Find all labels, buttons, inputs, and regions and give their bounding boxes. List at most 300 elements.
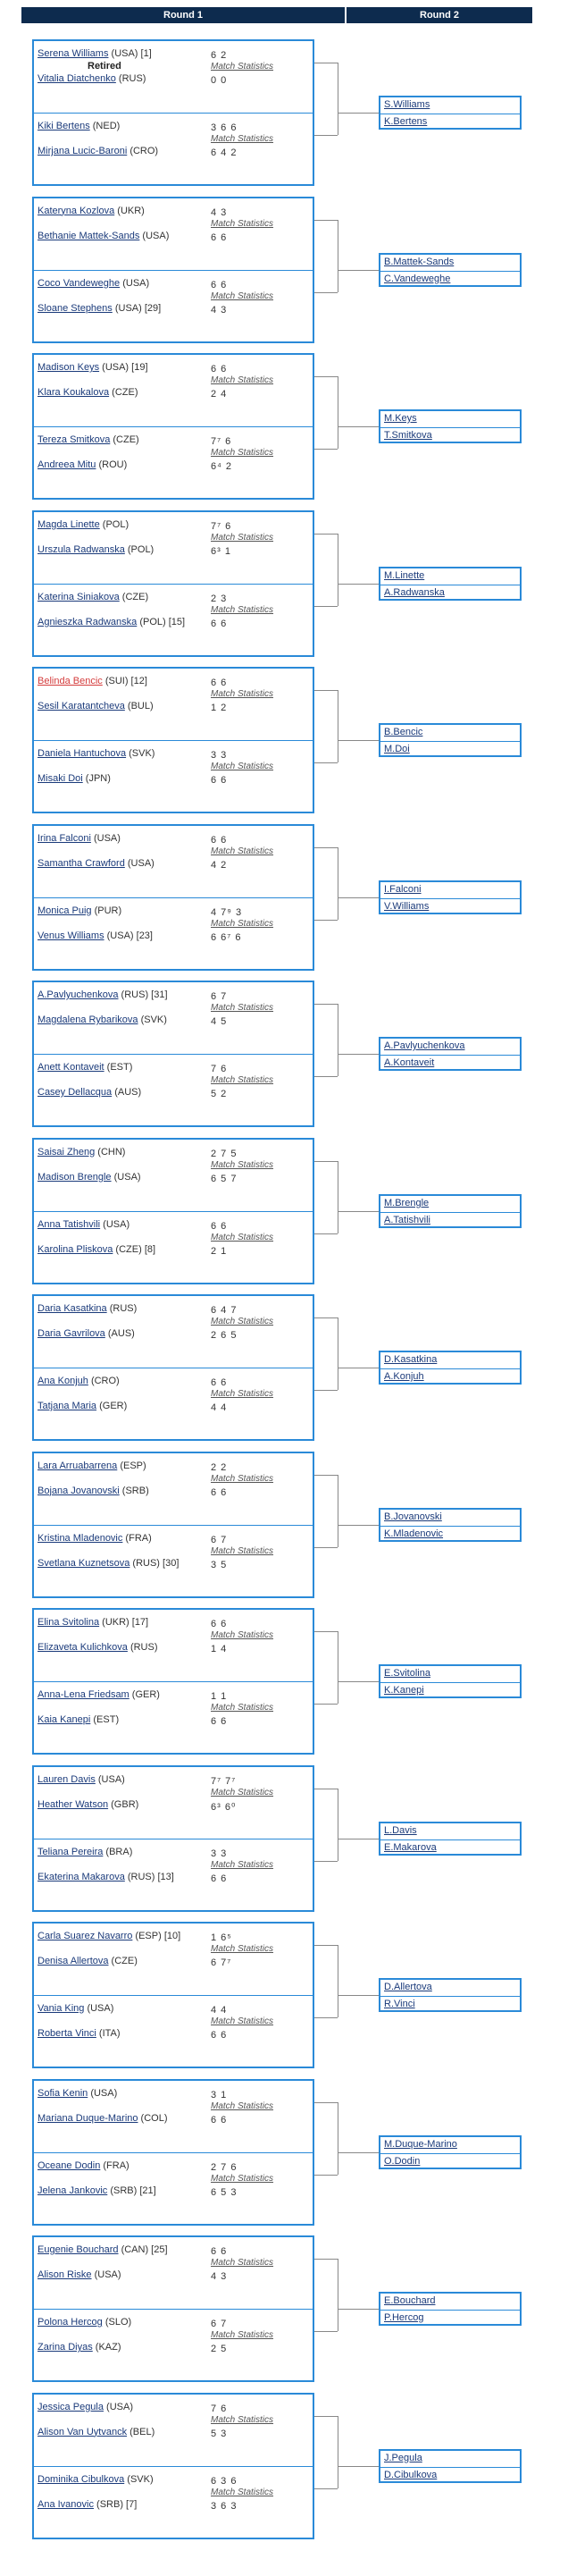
match-statistics-link[interactable]: Match Statistics	[211, 2258, 274, 2268]
match-card	[34, 1368, 313, 1440]
player-name-link[interactable]: Elizaveta Kulichkova	[38, 1642, 128, 1653]
round2-divider	[380, 2467, 520, 2468]
score-line: 4 4	[211, 1402, 228, 1413]
connector-line	[314, 1076, 338, 1077]
match-statistics-link[interactable]: Match Statistics	[211, 1859, 274, 1870]
round2-player-link[interactable]: L.Davis	[384, 1824, 417, 1836]
player-name-link[interactable]: Polona Hercog	[38, 2317, 103, 2328]
player-name-link[interactable]: Roberta Vinci	[38, 2028, 96, 2039]
player-name-link[interactable]: Denisa Allertova	[38, 1956, 109, 1966]
player-country-seed: (USA)	[95, 1773, 125, 1785]
score-line: 7⁷ 6	[211, 520, 232, 532]
match-statistics-link[interactable]: Match Statistics	[211, 1317, 274, 1326]
player-name-link[interactable]: Misaki Doi	[38, 773, 83, 784]
round2-player-link[interactable]: E.Svitolina	[384, 1668, 430, 1679]
round2-player-link[interactable]: J.Pegula	[384, 2452, 422, 2463]
player-name-link[interactable]: Agnieszka Radwanska	[38, 616, 138, 627]
connector-line	[314, 1704, 338, 1705]
score-line: 6 4 2	[211, 147, 238, 158]
player-name-link[interactable]: Bethanie Mattek-Sands	[38, 230, 140, 241]
player-country-seed: (BRA)	[103, 1846, 133, 1857]
round2-player-link[interactable]: E.Makarova	[384, 1841, 437, 1853]
round1-header: Round 1	[21, 7, 345, 23]
player-entry	[38, 1244, 155, 1255]
match-card	[34, 1055, 313, 1126]
player-entry	[38, 2499, 137, 2510]
round2-divider	[380, 1368, 520, 1369]
round2-player-link[interactable]: A.Pavlyuchenkova	[384, 1040, 465, 1051]
match-statistics-link[interactable]: Match Statistics	[211, 1389, 274, 1399]
player-name-link[interactable]: Kristina Mladenovic	[38, 1532, 123, 1544]
round2-player-link[interactable]: K.Mladenovic	[384, 1528, 444, 1539]
player-entry	[38, 989, 168, 1000]
match-statistics-link[interactable]: Match Statistics	[211, 762, 274, 771]
match-statistics-link[interactable]: Match Statistics	[211, 1003, 274, 1013]
player-country-seed: (EST)	[90, 1714, 120, 1725]
score-line: 2 4	[211, 389, 228, 400]
match-card	[34, 198, 313, 270]
player-name-link[interactable]: Jelena Jankovic	[38, 2185, 108, 2196]
player-country-seed: (PUR)	[91, 905, 122, 916]
player-name-link[interactable]: Bojana Jovanovski	[38, 1485, 120, 1496]
score-line: 6 2	[211, 50, 228, 61]
round2-player-link[interactable]: V.Williams	[384, 900, 430, 912]
round2-divider	[380, 1682, 520, 1683]
player-country-seed: (AUS)	[112, 1087, 142, 1098]
round2-player-link[interactable]: A.Kontaveit	[384, 1057, 435, 1068]
round2-player-link[interactable]: D.Allertova	[384, 1982, 432, 1992]
player-name-link[interactable]: Mariana Duque-Marino	[38, 2112, 138, 2124]
player-country-seed: (GBR)	[108, 1798, 139, 1810]
player-entry	[38, 434, 139, 445]
round2-player-link[interactable]: I.Falconi	[384, 883, 422, 895]
connector-line	[314, 1233, 338, 1234]
match-card	[34, 512, 313, 584]
player-name-link[interactable]: Daria Gavrilova	[38, 1328, 105, 1339]
match-statistics-link[interactable]: Match Statistics	[211, 2016, 274, 2026]
score-line: 1 2	[211, 703, 228, 713]
match-statistics-link[interactable]: Match Statistics	[211, 1630, 274, 1640]
round2-pair	[379, 96, 522, 130]
connector-line	[338, 2466, 379, 2467]
player-country-seed: (BUL)	[124, 701, 154, 711]
match-group	[32, 2235, 314, 2382]
score-line: 6 6	[211, 1486, 228, 1498]
score-line: 3 6 3	[211, 2500, 238, 2512]
match-card	[34, 1453, 313, 1525]
player-entry	[38, 748, 155, 759]
player-name-link[interactable]: Vitalia Diatchenko	[38, 73, 116, 84]
player-country-seed: (CAN) [25]	[118, 2244, 168, 2255]
player-name-link[interactable]: Tatjana Maria	[38, 1401, 97, 1411]
connector-line	[338, 740, 379, 741]
round2-divider	[380, 271, 520, 272]
round2-player-link[interactable]: M.Duque-Marino	[384, 2138, 457, 2150]
player-name-link[interactable]: Kiki Bertens	[38, 121, 90, 131]
connector-line	[314, 847, 338, 848]
connector-line	[338, 426, 379, 427]
match-statistics-link[interactable]: Match Statistics	[211, 1232, 274, 1242]
player-entry	[38, 2028, 121, 2039]
match-card	[34, 1682, 313, 1754]
match-statistics-link[interactable]: Match Statistics	[211, 2330, 274, 2340]
player-name-link[interactable]: Eugenie Bouchard	[38, 2244, 119, 2255]
score-line: 6 3 6	[211, 2475, 238, 2487]
player-entry	[38, 1714, 119, 1725]
player-name-link[interactable]: Sesil Karatantcheva	[38, 701, 125, 711]
player-name-link[interactable]: Belinda Bencic	[38, 676, 103, 686]
player-entry	[38, 617, 185, 627]
round2-pair	[379, 1978, 522, 2012]
score-line: 6⁴ 2	[211, 461, 233, 472]
match-statistics-link[interactable]: Match Statistics	[211, 604, 274, 615]
player-country-seed: (CZE)	[109, 387, 138, 398]
match-statistics-link[interactable]: Match Statistics	[211, 290, 274, 301]
match-card	[34, 1996, 313, 2067]
player-name-link[interactable]: Ekaterina Makarova	[38, 1871, 125, 1882]
player-country-seed: (RUS)	[106, 1303, 138, 1314]
round2-player-link[interactable]: C.Vandeweghe	[384, 273, 451, 284]
player-country-seed: (CHN)	[95, 1146, 126, 1158]
player-entry	[38, 1642, 158, 1653]
player-name-link[interactable]: Madison Keys	[38, 362, 100, 373]
player-entry	[38, 2317, 131, 2328]
score-line: 2 1	[211, 1245, 228, 1257]
match-statistics-link[interactable]: Match Statistics	[211, 1473, 274, 1484]
player-name-link[interactable]: Carla Suarez Navarro	[38, 1931, 133, 1941]
match-card	[34, 1610, 313, 1681]
match-statistics-link[interactable]: Match Statistics	[211, 1944, 274, 1954]
round2-player-link[interactable]: A.Radwanska	[384, 586, 445, 598]
score-line: 3 3	[211, 750, 228, 761]
player-entry	[38, 2269, 121, 2280]
match-statistics-link[interactable]: Match Statistics	[211, 918, 274, 929]
match-group	[32, 2079, 314, 2226]
player-country-seed: (SUI) [12]	[102, 676, 147, 686]
player-country-seed: (GER)	[129, 1689, 160, 1700]
player-name-link[interactable]: Vania King	[38, 2003, 85, 2014]
connector-line	[314, 690, 338, 691]
match-statistics-link[interactable]: Match Statistics	[211, 1545, 274, 1556]
match-statistics-link[interactable]: Match Statistics	[211, 2100, 274, 2111]
player-name-link[interactable]: Kaia Kanepi	[38, 1714, 91, 1725]
player-name-link[interactable]: Alison Van Uytvanck	[38, 2426, 128, 2437]
match-group	[32, 824, 314, 971]
score-line: 4 3	[211, 2271, 228, 2282]
round2-header: Round 2	[347, 7, 532, 23]
score-line: 2 5	[211, 2344, 228, 2354]
connector-line	[314, 1317, 338, 1318]
round2-player-link[interactable]: K.Kanepi	[384, 1685, 424, 1696]
player-name-link[interactable]: Jessica Pegula	[38, 2401, 104, 2412]
player-entry	[38, 146, 158, 156]
match-card	[34, 1924, 313, 1995]
player-name-link[interactable]: Anna-Lena Friedsam	[38, 1689, 129, 1700]
match-card	[34, 355, 313, 426]
player-name-link[interactable]: Ana Ivanovic	[38, 2498, 94, 2510]
player-name-link[interactable]: Coco Vandeweghe	[38, 277, 121, 289]
round2-pair	[379, 2449, 522, 2483]
player-name-link[interactable]: Daria Kasatkina	[38, 1303, 107, 1314]
player-entry	[38, 833, 121, 844]
match-card	[34, 2153, 313, 2225]
player-name-link[interactable]: Lara Arruabarrena	[38, 1460, 118, 1471]
player-name-link[interactable]: Monica Puig	[38, 905, 92, 916]
match-statistics-link[interactable]: Match Statistics	[211, 218, 274, 229]
player-country-seed: (USA) [19]	[99, 362, 148, 373]
player-country-seed: (JPN)	[82, 773, 111, 784]
player-name-link[interactable]: Magda Linette	[38, 518, 100, 530]
round2-player-link[interactable]: D.Cibulkova	[384, 2469, 438, 2480]
player-entry	[38, 2185, 156, 2196]
score-line: 6 6	[211, 232, 228, 243]
match-card	[34, 1296, 313, 1368]
player-entry	[38, 519, 129, 530]
score-line: 1 1	[211, 1691, 228, 1702]
match-card	[34, 1212, 313, 1284]
player-name-link[interactable]: Katerina Siniakova	[38, 591, 120, 602]
player-name-link[interactable]: Andreea Mitu	[38, 459, 96, 470]
player-name-link[interactable]: Venus Williams	[38, 930, 104, 941]
connector-line	[314, 2488, 338, 2489]
player-entry	[38, 1219, 129, 1230]
player-country-seed: (USA)	[84, 2003, 114, 2014]
player-country-seed: (USA)	[100, 1218, 130, 1230]
round2-player-link[interactable]: M.Doi	[384, 744, 410, 754]
round2-pair	[379, 1037, 522, 1071]
player-name-link[interactable]: Karolina Pliskova	[38, 1243, 113, 1255]
player-country-seed: (CZE)	[108, 1956, 138, 1966]
player-country-seed: (USA)	[120, 277, 150, 289]
player-entry	[38, 701, 154, 711]
player-name-link[interactable]: Elina Svitolina	[38, 1617, 100, 1628]
round2-player-link[interactable]: R.Vinci	[384, 1999, 415, 2009]
round2-pair	[379, 1822, 522, 1856]
score-line: 6 6	[211, 775, 228, 786]
match-group	[32, 39, 314, 186]
player-country-seed: (FRA)	[122, 1532, 152, 1544]
match-card	[34, 41, 313, 113]
match-card	[34, 1140, 313, 1211]
connector-line	[338, 1681, 379, 1682]
player-country-seed: (BEL)	[127, 2426, 155, 2437]
score-line: 6 4 7	[211, 1305, 238, 1316]
round2-player-link[interactable]: A.Tatishvili	[384, 1214, 430, 1225]
score-line: 6 6	[211, 2246, 228, 2257]
round2-player-link[interactable]: B.Jovanovski	[384, 1511, 442, 1522]
match-statistics-link[interactable]: Match Statistics	[211, 2173, 274, 2184]
round2-pair	[379, 409, 522, 443]
player-name-link[interactable]: Svetlana Kuznetsova	[38, 1557, 130, 1569]
round2-player-link[interactable]: M.Brengle	[384, 1197, 430, 1208]
player-entry	[38, 1014, 167, 1025]
player-name-link[interactable]: Heather Watson	[38, 1798, 109, 1810]
match-statistics-link[interactable]: Match Statistics	[211, 2487, 274, 2497]
match-group	[32, 1765, 314, 1912]
round2-player-link[interactable]: E.Bouchard	[384, 2295, 436, 2306]
connector-line	[338, 1211, 379, 1212]
score-line: 6 7	[211, 2319, 228, 2329]
match-statistics-link[interactable]: Match Statistics	[211, 689, 274, 699]
connector-line	[314, 2259, 338, 2260]
connector-line	[314, 1945, 338, 1946]
match-card	[34, 741, 313, 812]
match-statistics-link[interactable]: Match Statistics	[211, 532, 274, 543]
match-statistics-link[interactable]: Match Statistics	[211, 1787, 274, 1797]
match-statistics-link[interactable]: Match Statistics	[211, 1703, 274, 1713]
score-line: 3 6 6	[211, 122, 238, 133]
player-country-seed: (RUS)	[127, 1642, 158, 1653]
player-entry	[38, 73, 146, 84]
connector-line	[338, 2152, 379, 2153]
match-group	[32, 1294, 314, 1441]
score-line: 6³ 6⁰	[211, 1801, 237, 1813]
player-name-link[interactable]: Madison Brengle	[38, 1171, 112, 1183]
round2-player-link[interactable]: A.Konjuh	[384, 1371, 424, 1382]
player-name-link[interactable]: Tereza Smitkova	[38, 434, 111, 445]
match-card	[34, 585, 313, 656]
player-name-link[interactable]: Magdalena Rybarikova	[38, 1014, 138, 1025]
connector-line	[338, 1525, 379, 1526]
player-name-link[interactable]: A.Pavlyuchenkova	[38, 989, 119, 1000]
match-statistics-link[interactable]: Match Statistics	[211, 62, 274, 72]
player-name-link[interactable]: Sloane Stephens	[38, 302, 113, 314]
score-line: 4 4	[211, 2005, 228, 2016]
match-statistics-link[interactable]: Match Statistics	[211, 2414, 274, 2425]
connector-line	[314, 2017, 338, 2018]
player-name-link[interactable]: Saisai Zheng	[38, 1146, 96, 1158]
connector-line	[314, 762, 338, 763]
score-line: 6 6	[211, 364, 228, 375]
match-card	[34, 271, 313, 342]
player-name-link[interactable]: Kateryna Kozlova	[38, 205, 115, 216]
player-entry	[38, 48, 152, 59]
player-entry	[38, 2342, 121, 2353]
connector-line	[338, 584, 379, 585]
connector-line	[314, 534, 338, 535]
player-name-link[interactable]: Alison Riske	[38, 2269, 92, 2280]
player-entry	[38, 2088, 117, 2099]
match-statistics-link[interactable]: Match Statistics	[211, 1075, 274, 1085]
score-line: 4 3	[211, 206, 228, 218]
match-statistics-link[interactable]: Match Statistics	[211, 448, 274, 458]
score-line: 6 6	[211, 1716, 228, 1727]
score-line: 4 7⁹ 3	[211, 906, 243, 918]
player-country-seed: (CZE)	[110, 434, 139, 445]
connector-line	[314, 2331, 338, 2332]
player-name-link[interactable]: Sofia Kenin	[38, 2087, 88, 2099]
player-country-seed: (ITA)	[96, 2028, 121, 2039]
round2-player-link[interactable]: T.Smitkova	[384, 430, 432, 441]
connector-line	[338, 1054, 379, 1055]
score-line: 6 6	[211, 678, 228, 688]
player-country-seed: (ROU)	[96, 459, 128, 470]
player-country-seed: (GER)	[96, 1401, 128, 1411]
player-country-seed: (USA) [23]	[104, 930, 153, 941]
match-statistics-link[interactable]: Match Statistics	[211, 134, 274, 144]
player-name-link[interactable]: Anna Tatishvili	[38, 1218, 101, 1230]
match-statistics-link[interactable]: Match Statistics	[211, 1159, 274, 1170]
player-name-link[interactable]: Ana Konjuh	[38, 1376, 88, 1386]
score-line: 6 6	[211, 1619, 228, 1629]
player-name-link[interactable]: Lauren Davis	[38, 1773, 96, 1785]
score-line: 5 3	[211, 2428, 228, 2439]
player-country-seed: (SVK)	[138, 1014, 167, 1025]
round2-divider	[380, 427, 520, 428]
score-line: 3 3	[211, 1848, 228, 1859]
player-entry	[38, 206, 145, 216]
player-country-seed: (POL) [15]	[137, 616, 186, 627]
connector-line	[314, 920, 338, 921]
round2-player-link[interactable]: B.Bencic	[384, 727, 423, 737]
round2-player-link[interactable]: M.Keys	[384, 413, 417, 424]
player-name-link[interactable]: Zarina Diyas	[38, 2342, 93, 2353]
match-card	[34, 1767, 313, 1839]
player-name-link[interactable]: Urszula Radwanska	[38, 543, 125, 555]
player-entry	[38, 2244, 168, 2255]
score-line: 6 5 3	[211, 2186, 238, 2198]
match-card	[34, 826, 313, 897]
match-card	[34, 2467, 313, 2538]
match-group	[32, 353, 314, 500]
score-line: 2 7 5	[211, 1148, 238, 1159]
score-line: 4 2	[211, 859, 228, 871]
player-name-link[interactable]: Serena Williams	[38, 48, 109, 59]
round2-player-link[interactable]: B.Mattek-Sands	[384, 256, 455, 267]
player-country-seed: (USA)	[90, 832, 121, 844]
round2-player-link[interactable]: O.Dodin	[384, 2155, 421, 2167]
match-statistics-link[interactable]: Match Statistics	[211, 375, 274, 385]
round2-player-link[interactable]: D.Kasatkina	[384, 1354, 438, 1365]
round2-player-link[interactable]: K.Bertens	[384, 116, 428, 127]
player-name-link[interactable]: Teliana Pereira	[38, 1846, 104, 1857]
score-line: 2 2	[211, 1461, 228, 1473]
player-country-seed: (CZE)	[119, 591, 149, 602]
score-line: 4 3	[211, 304, 228, 316]
player-country-seed: (CZE) [8]	[113, 1243, 156, 1255]
player-entry	[38, 1617, 148, 1628]
score-line: 4 5	[211, 1016, 228, 1027]
player-entry	[38, 1401, 127, 1411]
player-entry	[38, 1087, 141, 1098]
match-statistics-link[interactable]: Match Statistics	[211, 846, 274, 856]
connector-line	[338, 113, 379, 114]
player-name-link[interactable]: Klara Koukalova	[38, 387, 110, 398]
player-name-link[interactable]: Anett Kontaveit	[38, 1062, 104, 1073]
round2-player-link[interactable]: P.Hercog	[384, 2312, 424, 2323]
player-name-link[interactable]: Dominika Cibulkova	[38, 2473, 125, 2485]
score-line: 6 6⁷ 6	[211, 931, 242, 943]
match-group	[32, 667, 314, 813]
player-entry	[38, 930, 153, 941]
player-name-link[interactable]: Casey Dellacqua	[38, 1087, 113, 1098]
round2-player-link[interactable]: S.Williams	[384, 99, 430, 110]
player-name-link[interactable]: Daniela Hantuchova	[38, 748, 127, 759]
player-country-seed: (EST)	[104, 1062, 133, 1073]
round2-player-link[interactable]: M.Linette	[384, 569, 425, 581]
score-line: 7⁷ 6	[211, 436, 232, 447]
score-line: 7 6	[211, 2403, 228, 2414]
player-name-link[interactable]: Oceane Dodin	[38, 2159, 101, 2171]
connector-line	[338, 270, 379, 271]
round2-pair	[379, 567, 522, 601]
player-country-seed: (CRO)	[88, 1376, 120, 1386]
player-entry	[38, 2160, 129, 2171]
player-name-link[interactable]: Irina Falconi	[38, 832, 91, 844]
player-name-link[interactable]: Mirjana Lucic-Baroni	[38, 146, 128, 156]
connector-line	[314, 2175, 338, 2176]
player-name-link[interactable]: Samantha Crawford	[38, 857, 125, 869]
